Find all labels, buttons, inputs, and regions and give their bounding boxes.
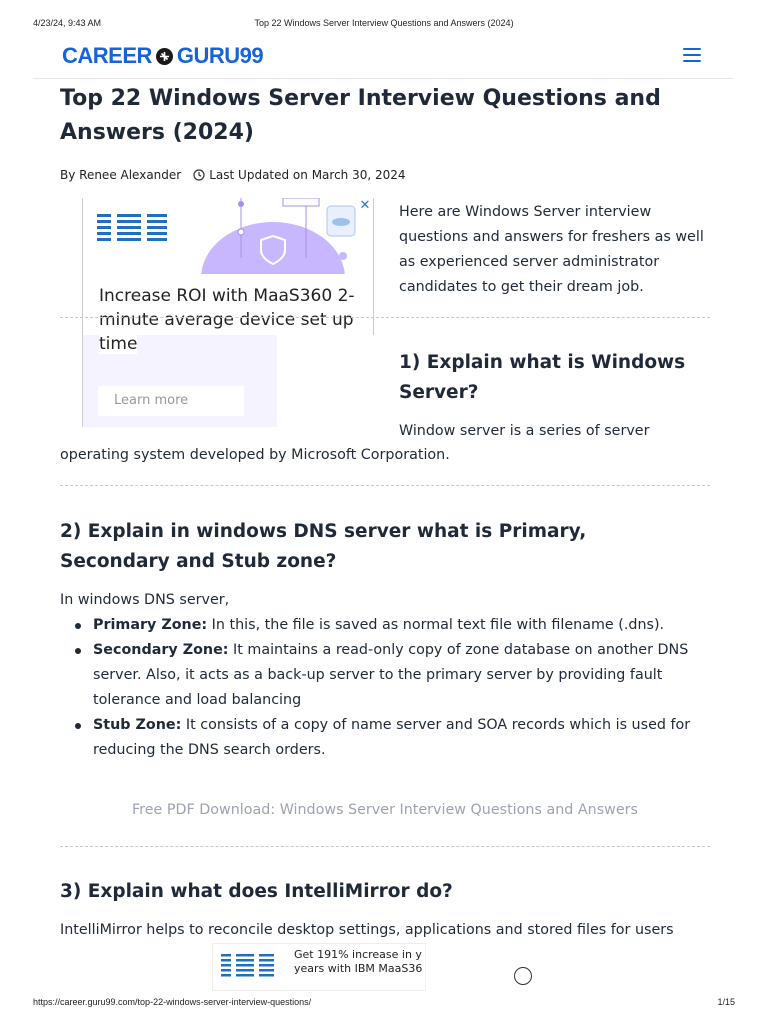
q1-text-line2: operating system developed by Microsoft Corporation. xyxy=(60,447,450,463)
list-item-text: It consists of a copy of name server and SOA records which is used for reducing the DNS search orders. xyxy=(93,717,691,758)
print-datetime: 4/23/24, 9:43 AM xyxy=(33,18,102,28)
q2-heading: 2) Explain in windows DNS server what is Primary, Secondary and Stub zone? xyxy=(60,521,587,572)
list-item-text: In this, the file is saved as normal text file with filename (.dns). xyxy=(207,617,665,633)
print-header xyxy=(33,18,735,30)
q3-heading: 3) Explain what does IntelliMirror do? xyxy=(60,881,453,902)
byline xyxy=(60,166,406,184)
section-divider xyxy=(60,317,710,318)
print-url: https://career.guru99.com/top-22-windows-server-interview-questions/ xyxy=(33,997,312,1007)
site-header xyxy=(33,38,733,79)
site-logo[interactable] xyxy=(62,42,263,70)
circle-icon[interactable] xyxy=(514,967,532,985)
print-page-number: 1/15 xyxy=(717,997,735,1007)
print-footer xyxy=(33,997,735,1009)
hamburger-menu-icon[interactable] xyxy=(683,48,701,62)
q2-intro: In windows DNS server, xyxy=(60,592,230,608)
print-doc-title: Top 22 Windows Server Interview Questions and Answers (2024) xyxy=(254,18,514,28)
q3-text: IntelliMirror helps to reconcile desktop settings, applications and stored files for users xyxy=(60,922,674,938)
ad-headline: Increase ROI with MaaS360 2-minute average device set up time xyxy=(99,286,355,354)
q1-heading: 1) Explain what is Windows Server? xyxy=(399,352,686,403)
article-title: Top 22 Windows Server Interview Questions and Answers (2024) xyxy=(60,86,661,145)
ad-illustration xyxy=(201,198,357,274)
q1-text-line1: Window server is a series of server xyxy=(399,423,650,439)
logo-text-right: GURU99 xyxy=(176,43,264,68)
dns-zone-list xyxy=(60,613,710,763)
ibm-logo xyxy=(97,214,179,246)
list-item-text: It maintains a read-only copy of zone database on another DNS server. Also, it acts as a back-up server to the primary server by providing fault tolerance and load balancing xyxy=(93,642,689,708)
list-item xyxy=(60,613,710,638)
ad-close-icon[interactable]: ✕ xyxy=(359,198,371,213)
logo-mark-icon xyxy=(156,48,173,65)
section-divider xyxy=(60,846,710,847)
ibm-logo xyxy=(221,954,283,978)
section-divider xyxy=(60,485,710,486)
list-item-term: Secondary Zone: xyxy=(93,642,229,658)
list-item-term: Stub Zone: xyxy=(93,717,182,733)
ad2-copy: Get 191% increase in y years with IBM MaaS36 xyxy=(294,948,423,975)
clock-icon xyxy=(193,169,205,181)
list-item xyxy=(60,713,710,763)
advertisement[interactable] xyxy=(82,198,371,427)
author: By Renee Alexander xyxy=(60,168,182,182)
list-item-term: Primary Zone: xyxy=(93,617,208,633)
pdf-download-link[interactable]: Free PDF Download: Windows Server Interview Questions and Answers xyxy=(131,802,638,818)
logo-text-left: CAREER xyxy=(62,43,152,68)
bottom-advertisement[interactable] xyxy=(212,943,426,991)
last-updated: Last Updated on March 30, 2024 xyxy=(209,168,406,182)
list-item xyxy=(60,638,710,713)
article-intro: Here are Windows Server interview questions and answers for freshers as well as experienced server administrator candidates to get their dream job. xyxy=(399,204,704,295)
ad-learn-more-button[interactable]: Learn more xyxy=(98,386,244,416)
